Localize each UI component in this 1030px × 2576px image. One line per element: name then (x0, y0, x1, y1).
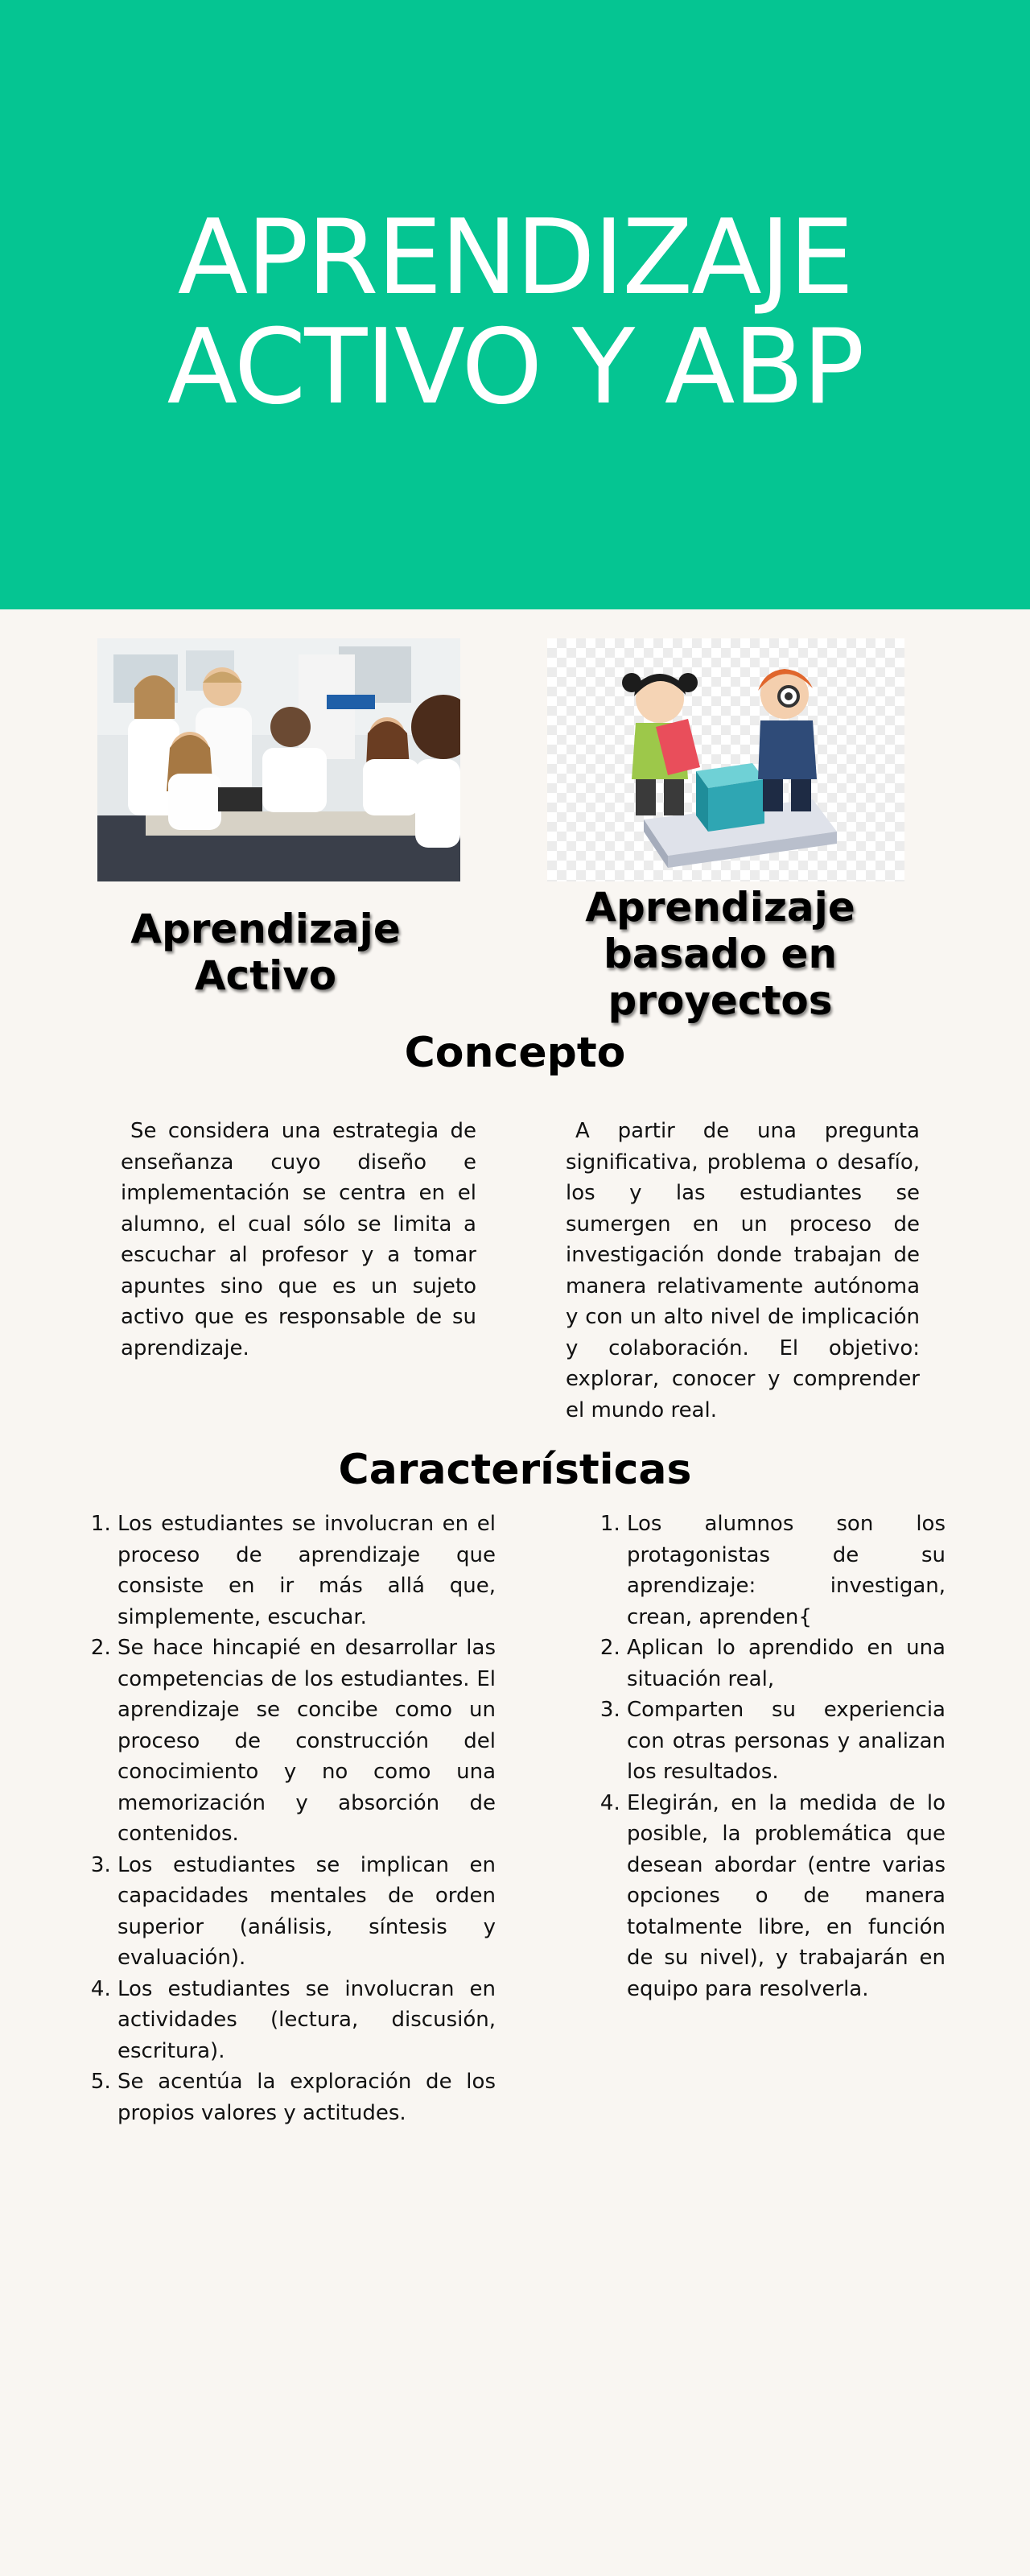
column-heading-right (555, 884, 885, 1024)
list-item: 3. Comparten su experiencia con otras personas y analizan los resultados. (627, 1695, 946, 1788)
heading-left-line-2: Activo (194, 952, 337, 999)
list-item: 4. Elegirán, en la medida de lo posible, la problemática que desean abordar (entre varias opciones o de manera totalmente libre, en función de su nivel), y trabajarán en equipo para resolverla. (627, 1788, 946, 2005)
list-item: 2. Aplican lo aprendido en una situación real, (627, 1633, 946, 1695)
concepto-left-text: Se considera una estrategia de enseñanza cuyo diseño e implementación se centra en el alumno, el cual sólo se limita a escuchar al profesor y a tomar apuntes sino que es un sujeto activo que es responsable de su aprendizaje. (121, 1119, 476, 1360)
heading-right-line-1: Aprendizaje (585, 884, 855, 931)
list-item: 3. Los estudiantes se implican en capacidades mentales de orden superior (análisis, síntesis y evaluación). (117, 1850, 496, 1974)
list-item: 2. Se hace hincapié en desarrollar las competencias de los estudiantes. El aprendizaje se concibe como un proceso de construcción del conocimiento y no como una memorización y absorción de contenidos. (117, 1633, 496, 1850)
list-item: 1. Los estudiantes se involucran en el proceso de aprendizaje que consiste en ir más allá que, simplemente, escuchar. (117, 1509, 496, 1633)
list-item: 1. Los alumnos son los protagonistas de su aprendizaje: investigan, crean, aprenden{ (627, 1509, 946, 1633)
title-line-1: APRENDIZAJE (177, 197, 853, 318)
header-banner (0, 0, 1030, 609)
heading-right-line-2: basado en (603, 931, 838, 977)
concepto-right-text: A partir de una pregunta significativa, problema o desafío, los y las estudiantes se sumergen en un proceso de investigación donde trabajan de manera relativamente autónoma y con un alto nivel de implicación y colaboración. El objetivo: explorar, conocer y comprender el mundo real. (566, 1119, 920, 1422)
caracteristicas-left-list (98, 1509, 496, 2128)
caracteristicas-right-list (608, 1509, 946, 2004)
column-heading-left (113, 906, 418, 999)
classroom-photo (97, 638, 460, 881)
project-learning-illustration (547, 638, 904, 881)
list-item: 5. Se acentúa la exploración de los propios valores y actitudes. (117, 2066, 496, 2128)
concepto-title: Concepto (404, 1029, 626, 1077)
list-item: 4. Los estudiantes se involucran en actividades (lectura, discusión, escritura). (117, 1974, 496, 2067)
title-line-2: ACTIVO Y ABP (167, 307, 863, 427)
page-title (167, 197, 863, 427)
heading-left-line-1: Aprendizaje (130, 906, 401, 952)
heading-right-line-3: proyectos (608, 977, 833, 1024)
caracteristicas-title: Características (338, 1446, 692, 1494)
